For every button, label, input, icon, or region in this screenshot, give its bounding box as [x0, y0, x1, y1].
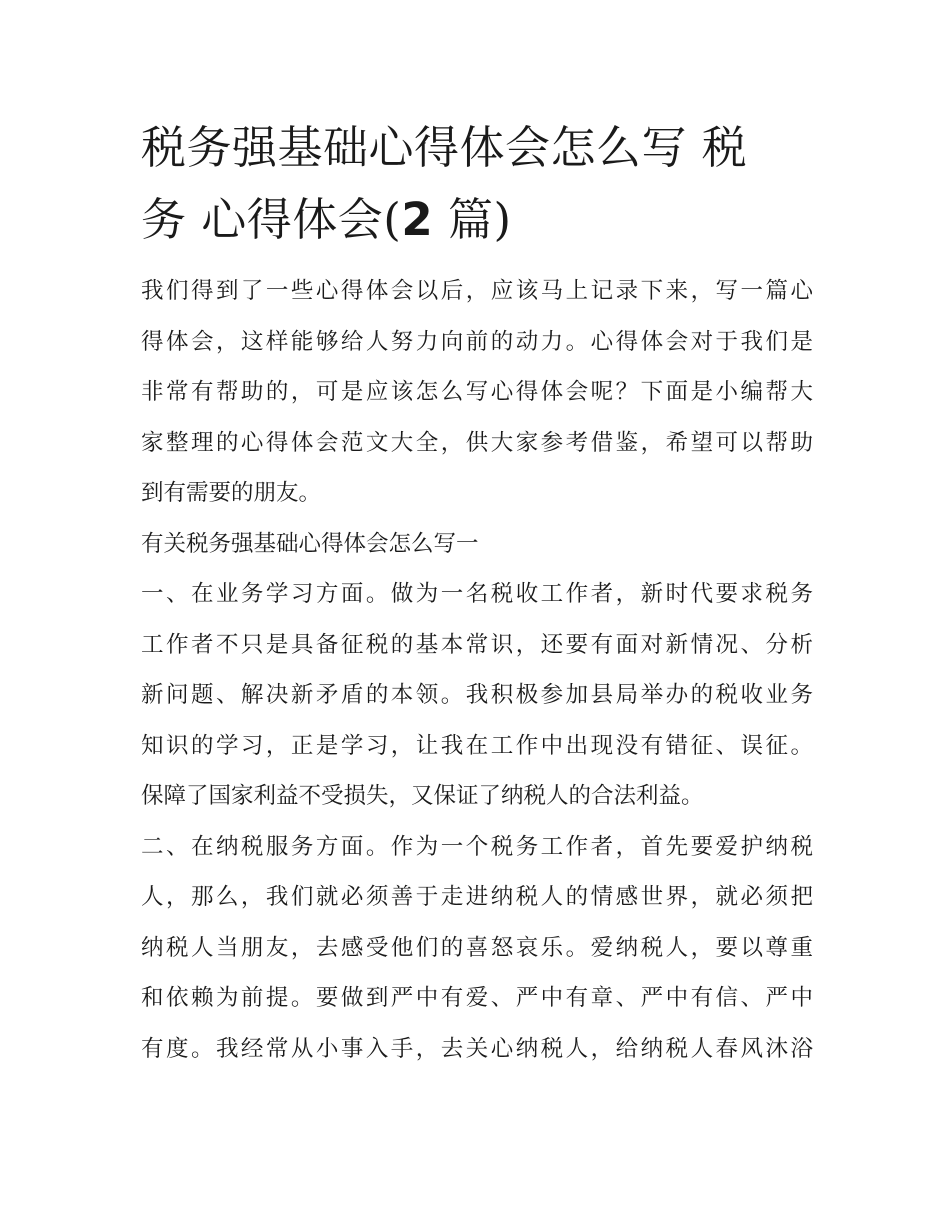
- section-heading: [141, 519, 813, 570]
- title-line-2-post: 篇): [433, 193, 512, 246]
- text-line: 到有需要的朋友。: [141, 480, 322, 506]
- text-line: 有度。我经常从小事入手，去关心纳税人，给纳税人春风沐浴: [141, 1035, 813, 1062]
- text-line: 家整理的心得体会范文大全，供大家参考借鉴，希望可以帮助: [141, 429, 813, 456]
- text-line: 一、在业务学习方面。做为一名税收工作者，新时代要求税务: [141, 581, 813, 607]
- document-title: [141, 112, 813, 256]
- text-line: 人，那么，我们就必须善于走进纳税人的情感世界，就必须把: [141, 884, 813, 910]
- document-body: [141, 266, 813, 1074]
- text-line: 纳税人当朋友，去感受他们的喜怒哀乐。爱纳税人，要以尊重: [141, 934, 813, 961]
- title-line-2-pre: 务 心得体会(: [141, 193, 402, 246]
- text-line: 非常有帮助的，可是应该怎么写心得体会呢？下面是小编帮大: [141, 379, 813, 405]
- text-line: 知识的学习，正是学习，让我在工作中出现没有错征、误征。: [141, 732, 813, 759]
- title-line-1: 税务强基础心得体会怎么写 税: [141, 121, 748, 174]
- body-paragraph-2: [141, 822, 813, 1075]
- text-line: 我们得到了一些心得体会以后，应该马上记录下来，写一篇心: [141, 278, 813, 304]
- text-line: 和依赖为前提。要做到严中有爱、严中有章、严中有信、严中: [141, 985, 813, 1011]
- intro-paragraph: [141, 266, 813, 519]
- document-page: [141, 112, 813, 1074]
- title-line-2-num: 2: [401, 193, 434, 246]
- text-line: 工作者不只是具备征税的基本常识，还要有面对新情况、分析: [141, 631, 813, 658]
- text-line: 二、在纳税服务方面。作为一个税务工作者，首先要爱护纳税: [141, 833, 813, 860]
- text-line: 新问题、解决新矛盾的本领。我积极参加县局举办的税收业务: [141, 682, 813, 708]
- body-paragraph-1: [141, 569, 813, 822]
- text-line: 有关税务强基础心得体会怎么写一: [141, 530, 479, 557]
- text-line: 保障了国家利益不受损失，又保证了纳税人的合法利益。: [141, 783, 704, 809]
- text-line: 得体会，这样能够给人努力向前的动力。心得体会对于我们是: [141, 328, 813, 355]
